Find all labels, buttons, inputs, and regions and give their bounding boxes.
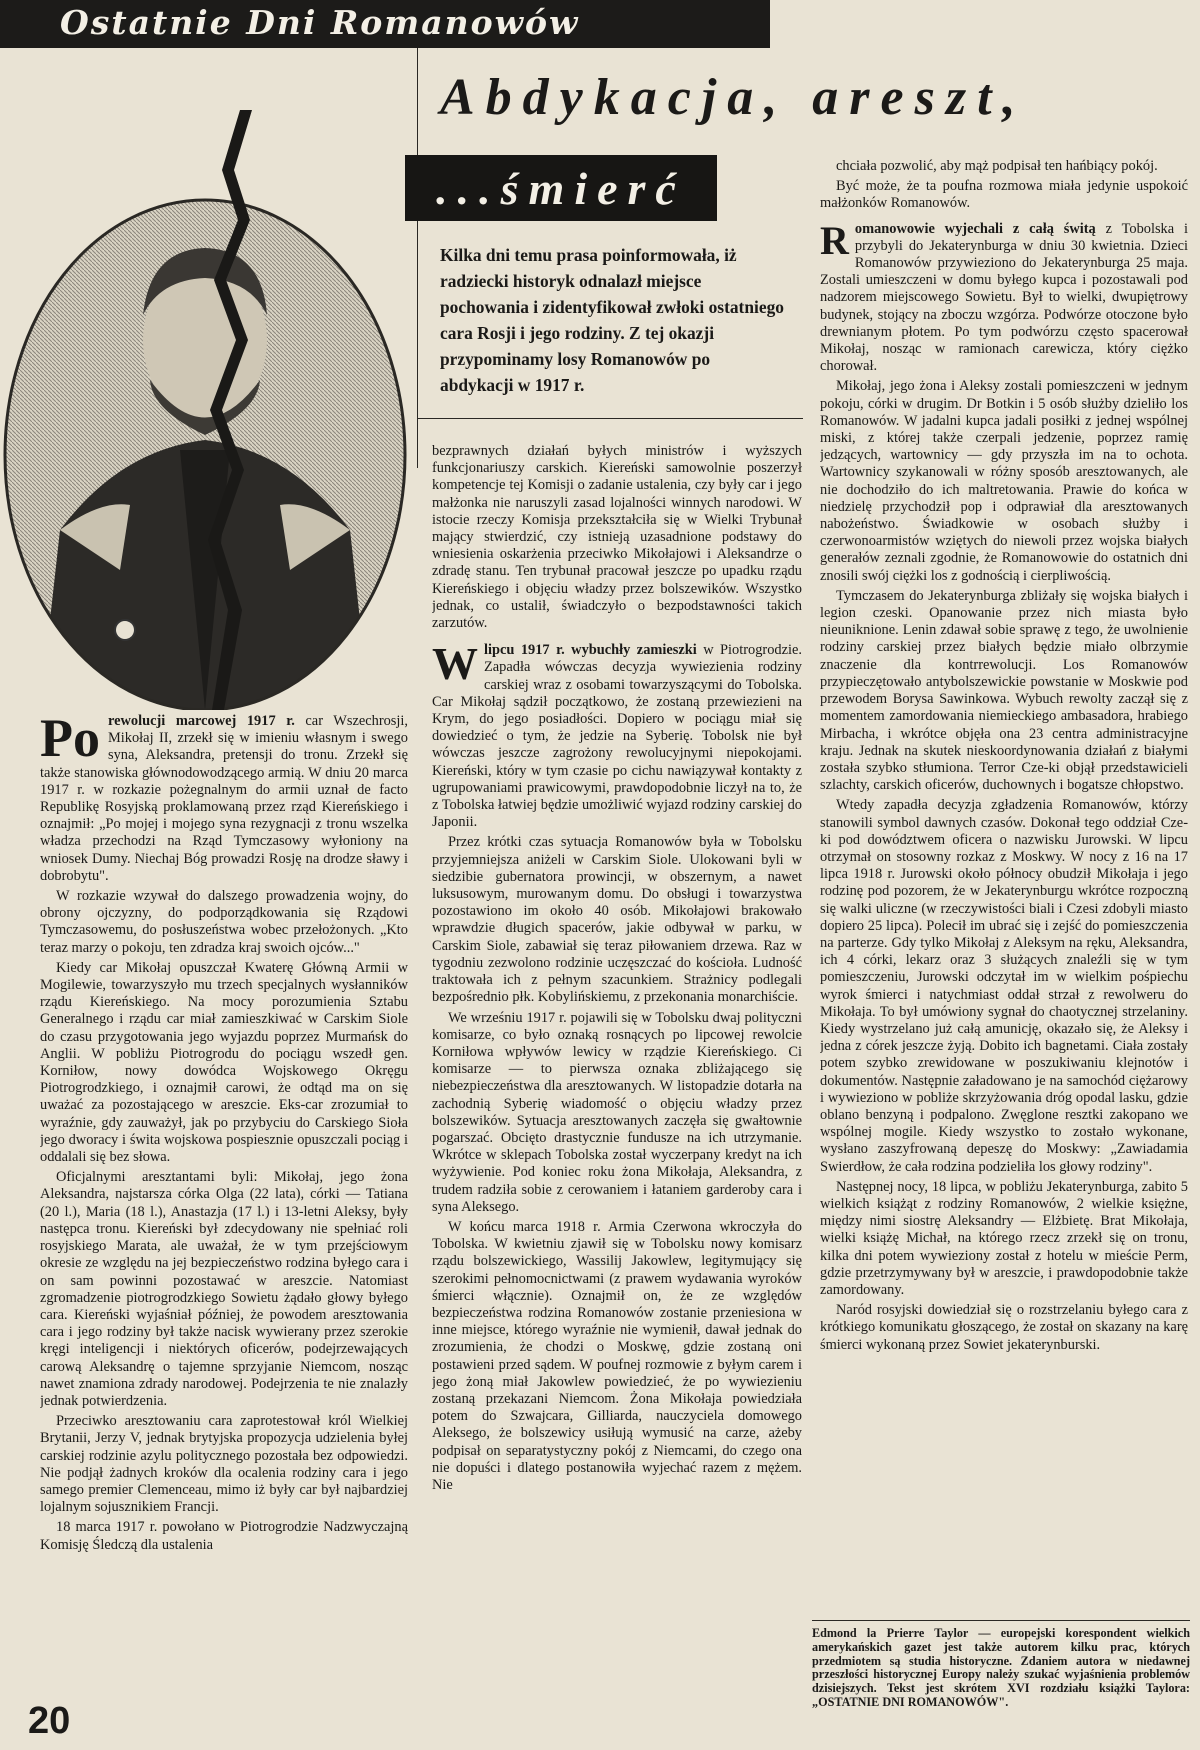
col1-paragraph-2: W rozkazie wzywał do dalszego prowadzenia wojny, do obrony ojczyzny, do podporządkowania się Rządowi Tymczasowemu, do posłuszeństwa wobec przełożonych. „Kto teraz marzy o pokoju, ten zdradza kraj swoich ojców...": [40, 888, 408, 956]
headline-line2: ...śmierć: [436, 162, 686, 214]
headline-box: [405, 155, 717, 221]
headline-line1: Abdykacja, areszt,: [440, 69, 1027, 126]
dropcap-w: W: [432, 638, 478, 690]
col3-paragraph-7: Następnej nocy, 18 lipca, w pobliżu Jekaterynburga, zabito 5 wielkich książąt z rodziny Romanowów, 2 wielkie księżne, między nimi siostrę Aleksandry — Elżbietę. Brat Mikołaja, wielki książę Michał, na którego rzecz zrzekł się on tronu, kilka dni potem wywieziony został z hotelu w mieście Perm, gdzie przetrzymywany był w areszcie, i prawdopodobnie także zamordowany.: [820, 1178, 1188, 1298]
col3-paragraph-2: Być może, że ta poufna rozmowa miała jedynie uspokoić małżonków Romanowów.: [820, 178, 1188, 212]
lead-paragraph: Kilka dni temu prasa poinformowała, iż radziecki historyk odnalazł miejsce pochowania i zidentyfikował zwłoki ostatniego cara Rosji i jego rodziny. Z tej okazji przypominamy losy Romanowów po abdykacji w 1917 r.: [440, 245, 784, 395]
series-title: Ostatnie Dni Romanowów: [60, 3, 580, 42]
col1-paragraph-3: Kiedy car Mikołaj opuszczał Kwaterę Główną Armii w Mogilewie, towarzyszyło mu trzech specjalnych wysłanników rządu Kiereńskiego. Na mocy porozumienia Sztabu Generalnego i rządu car miał zamieszkiwać w Carskim Siole do czasu przygotowania jego wyjazdu poprzez Murmańsk do Anglii. W pobliżu Piotrogrodu do pociągu wszedł gen. Korniłow, nowy dowódca Wojskowego Okręgu Piotrogrodzkiego, i oznajmił carowi, że odtąd ma on się uważać za pozostającego w areszcie. Eks-car zrozumiał to wyraźnie, gdy zauważył, jak po przybyciu do Carskiego Sioła jego dworacy i świta wojskowa pospiesznie opuszczali pociąg i oddalali się bez słowa.: [40, 959, 408, 1166]
col1-paragraph-4: Oficjalnymi aresztantami byli: Mikołaj, jego żona Aleksandra, najstarsza córka Olga (22 lata), córki — Tatiana (20 l.), Maria (18 l.), Anastazja (17 l.) i 13-letni Aleksy, były następca tronu. Kiereński był zdecydowany nie spełniać roli rosyjskiego Marata, ale uważał, że w tym przejściowym okresie ze względu na jej bezpieczeństwo rodzina byłego cara i on sam powinni pozostawać w areszcie. Natomiast zgromadzenie piotrogrodzkiego Sowietu żądało głowy byłego cara. Kiereński wyjaśniał później, że powodem aresztowania cara i jego rodziny był także nacisk wywierany przez szerokie kręgi inteligencji i niektórych oficerów, podejrzewających carową Aleksandrę o tajemne sprzyjanie Niemcom, nosząc nawet znamiona zdrady narodowej. Podejrzenia te nie znalazły jednak potwierdzenia.: [40, 1169, 408, 1409]
page-number: 20: [28, 1700, 71, 1742]
col2-lead-bold: lipcu 1917 r. wybuchły zamieszki: [484, 642, 697, 659]
dropcap-po: Po: [40, 713, 100, 768]
tsar-portrait-image: [0, 110, 410, 710]
col1-paragraph-1: car Wszechrosji, Mikołaj II, zrzekł się w imieniu własnym i swego syna, Aleksandra, pretensji do tronu. Zrzekł się także stanowiska głównodowodzącego armią. W dniu 20 marca 1917 r. w rozkazie pożegnalnym do armii uznał de facto Republikę Rosyjską proklamowaną przez rząd Kiereńskiego i oznajmił: „Po mojej i mojego syna rezygnacji z tronu wszelka władza przechodzi na Rząd Tymczasowy wyłoniony na wniosek Dumy. Niechaj Bóg prowadzi Rosję na drodze sławy i dobrobytu".: [40, 713, 408, 884]
column-1-body: [40, 713, 408, 1701]
col3-lead-bold: omanowowie wyjechali z całą świtą: [854, 220, 1096, 237]
col1-lead-bold: rewolucji marcowej 1917 r.: [108, 713, 295, 729]
column-2-body: [432, 443, 802, 1701]
col3-paragraph-5: Tymczasem do Jekaterynburga zbliżały się wojska białych i legion czeski. Opanowanie przez nich miasta było nieuniknione. Lenin zdawał sobie sprawę z tego, że uwolnienie rodziny carskiej przez białych będzie miało olbrzymie znaczenie dla kontrrewolucji. Los Romanowów przypieczętowało antybolszewickie powstanie w Moskwie pod przewodem Borysa Sawinkowa. Wybuch rewolty zaczął się z momentem zamordowania niemieckiego ambasadora, hrabiego Mirbacha, i wkrótce objęła ona 23 centra administracyjne kraju. Jednak na skutek nieskoordynowania działań z białymi została szybko stłumiona. Terror Cze-ki objął przedstawicieli szlachty, carskich oficerów, duchownych i bogatsze chłopstwo.: [820, 587, 1188, 794]
dropcap-r: R: [820, 217, 849, 263]
col1-paragraph-5: Przeciwko aresztowaniu cara zaprotestował król Wielkiej Brytanii, Jerzy V, jednak brytyjska propozycja udzielenia byłej carskiej rodzinie azylu politycznego pozostała bez odpowiedzi. Nie podjął żadnych kroków dla ocalenia rodziny cara i jego samego premier Clemenceau, mimo iż były car był najbardziej lojalnym sojusznikiem Francji.: [40, 1413, 408, 1516]
series-header: [0, 0, 770, 48]
col3-paragraph-3: z Tobolska i przybyli do Jekaterynburga w dniu 30 kwietnia. Dzieci Romanowów przywieziono do Jekaterynburga 25 maja. Zostali umieszczeni w domu byłego kupca i pozostawali pod nadzorem miejscowego Sowietu. Był to wielki, dwupiętrowy budynek, stojący na zboczu wzgórza. Podwórze otoczone było drewnianym płotem. Po tym podwórzu często spacerował Mikołaj, nosząc w ramionach carewicza, który ciężko chorował.: [820, 220, 1188, 375]
col2-paragraph-4: We wrześniu 1917 r. pojawili się w Tobolsku dwaj polityczni komisarze, co było oznaką rosnących po lipcowej rewolcie Korniłowa wpływów lewicy w rządzie Kiereńskiego. Ci komisarze — to pierwsza oznaka zbliżającego się niebezpieczeństwa dla aresztowanych. W listopadzie dotarła na zachodnią Syberię wiadomość o objęciu władzy przez bolszewików. Sytuacja aresztowanych zaczęła się gwałtownie pogarszać. Obcięto drastycznie fundusze na ich utrzymanie. Wkrótce w sklepach Tobolska został wyczerpany kredyt na ich wyżywienie. Pod koniec roku żona Mikołaja, Aleksandra, z trudem radziła sobie z cerowaniem i łataniem garderoby cara i syna Aleksego.: [432, 1009, 802, 1215]
lead-rule: [418, 418, 803, 419]
col1-paragraph-6: 18 marca 1917 r. powołano w Piotrogrodzie Nadzwyczajną Komisję Śledczą dla ustalenia: [40, 1519, 408, 1553]
col3-paragraph-4: Mikołaj, jego żona i Aleksy zostali pomieszczeni w jednym pokoju, córki w drugim. Dr Botkin i 5 osób służby dzieliło los Romanowów. W jadalni kupca jadali posiłki z jednej wspólnej miski, z której także czerpali jedzenie, poprzez ramię jedzących, wartownicy — gdy przyszła im na to ochota. Wartownicy szykanowali w różny sposób aresztowanych, ale nie dochodziło do ich maltretowania. Prawie do końca w niedzielę przychodził pop i odprawiał dla aresztowanych nabożeństwo. Świadkowie w osobach służby i czerwonoarmistów wziętych do niewoli przez wojska białych generałów zeznali zgodnie, że Romanowowie do ostatnich dni znosili swój ciężki los z godnością i cierpliwością.: [820, 378, 1188, 584]
column-3-body: [820, 158, 1188, 1616]
bio-rule: [812, 1620, 1190, 1621]
author-bio: Edmond la Prierre Taylor — europejski korespondent wielkich amerykańskich gazet jest także autorem kilku prac, których przedmiotem są studia historyczne. Zdaniem autora w niedawnej przeszłości historycznej Europy należy szukać wyjaśnienia problemów dzisiejszych. Tekst jest skrótem XVI rozdziału książki Taylora: „OSTATNIE DNI ROMANOWÓW".: [812, 1626, 1190, 1709]
col2-paragraph-2: w Piotrogrodzie. Zapadła wówczas decyzja wywiezienia rodziny carskiej wraz z osobami towarzyszącymi do Tobolska. Car Mikołaj sądził początkowo, że zostaną przewiezieni na Krym, do jego posiadłości. Dopiero w pociągu miał się dowiedzieć o tym, że jedzie na Syberię. Tobolsk nie był wówczas jeszcze zagrożony rewolucyjnymi niepokojami. Kiereński, który w tym czasie po cichu nawiązywał kontakty z ugrupowaniami prawicowymi, prawdopodobnie liczył na to, że z Tobolska łatwiej będzie umożliwić wyjazd rodziny carskiej do Japonii.: [432, 642, 802, 831]
col2-paragraph-1: bezprawnych działań byłych ministrów i wyższych funkcjonariuszy carskich. Kiereński samowolnie poszerzył kompetencje tej Komisji o zadanie ustalenia, czy były car i jego małżonka nie naruszyli zasad lojalności winnych narodowi. W istocie rzeczy Komisja przekształciła się w Wielki Trybunał mający stwierdzić, czy istnieją uzasadnione podstawy do wniesienia oskarżenia przeciwko Mikołajowi i Aleksandrze o zdradę stanu. Ten trybunał pracował jeszcze po upadku rządu Kiereńskiego i objęciu władzy przez bolszewików. Wszystko jednak, co ustalił, świadczyło o bezpodstawności takich zarzutów.: [432, 443, 802, 632]
col3-paragraph-6: Wtedy zapadła decyzja zgładzenia Romanowów, którzy stanowili symbol dawnych czasów. Dokonał tego oddział Cze-ki pod dowództwem oficera o nazwisku Jurowski. W lipcu otrzymał on stosowny rozkaz z Moskwy. W nocy z 16 na 17 lipca 1918 r. Jurowski około północy obudził Mikołaja i jego rodzinę pod pozorem, że w Jekaterynburgu wkrótce rozpoczną się walki uliczne (w rzeczywistości biali i Czesi zdobyli miasto dopiero 25 lipca). Polecił im ubrać się i zejść do pomieszczenia na parterze. Gdy tylko Mikołaj z Aleksym na ręku, Aleksandra, ich 4 córki, lekarz oraz 3 służących znaleźli się w tym pomieszczeniu, Jurowski odczytał im w wielkim pośpiechu wyrok śmierci i natychmiast oddał strzał z rewolweru do Mikołaja. To był umówiony sygnał do chaotycznej strzelaniny. Kiedy wystrzelano już całą amunicję, okazało się, że Aleksy i jedna z córek jeszcze żyją. Dobito ich bagnetami. Ciała zostały potem szybko zrewidowane w poszukiwaniu klejnotów i dokumentów. Następnie załadowano je na samochód ciężarowy i wywieziono w pobliże skrzyżowania dróg opodal lasku, gdzie oblano benzyną i podpalono. Zwęglone resztki zakopano we wspólnej mogile. Kiedy wszystko to zostało wykonane, wysłano zaszyfrowaną depeszę do Moskwy: „Zawiadamia Swierdłow, że cała rodzina podzieliła los głowy rodziny".: [820, 797, 1188, 1175]
col2-paragraph-3: Przez krótki czas sytuacja Romanowów była w Tobolsku przyjemniejsza aniżeli w Carskim Siole. Ulokowani byli w siedzibie gubernatora prowincji, w obszernym, a nawet luksusowym, murowanym domu. Do obsługi i towarzystwa pozostawiono im około 40 osób. Mikołajowi brakowało wprawdzie długich spacerów, jakie odbywał w parku, w Carskim Siole, zabawiał się teraz piłowaniem drzewa. Raz w tygodniu zezwolono rodzinie uczęszczać do kościoła. Ludność traktowała ich z pełnym szacunkiem. Strażnicy podlegali bezpośrednio płk. Kobylińskiemu, z przekonania monarchiście.: [432, 834, 802, 1006]
col3-paragraph-8: Naród rosyjski dowiedział się o rozstrzelaniu byłego cara z krótkiego komunikatu głoszącego, że został on skazany na karę śmierci wykonaną przez Sowiet jekaterynburski.: [820, 1302, 1188, 1353]
col2-paragraph-5: W końcu marca 1918 r. Armia Czerwona wkroczyła do Tobolska. W kwietniu zjawił się w Tobolsku nowy komisarz rządu bolszewickiego, Wassilij Jakowlew, legitymujący się szerokimi pełnomocnictwami (z prawem wydawania wyroków śmierci włącznie). Oznajmił on, że ze względów bezpieczeństwa rodzina Romanowów zostanie przeniesiona w inne miejsce, którego wyraźnie nie wymienił, dawał jednak do zrozumienia, że chodzi o Moskwę, gdzie zostaną oni postawieni przed sądem. W poufnej rozmowie z byłym carem i jego żoną miał Jakowlew powiedzieć, że po wywiezieniu zostaną przekazani Niemcom. Żona Mikołaja powiedziała potem do Szwajcara, Gilliarda, nauczyciela domowego Aleksego, że bolszewicy usiłują wymusić na carze, ażeby podpisał on separatystyczny pokój z Niemcami, do czego ona nie dopuści i dlatego postanowiła wyjechać razem z mężem. Nie: [432, 1218, 802, 1493]
column-rule-left: [417, 48, 418, 468]
col3-paragraph-1: chciała pozwolić, aby mąż podpisał ten hańbiący pokój.: [836, 158, 1158, 174]
